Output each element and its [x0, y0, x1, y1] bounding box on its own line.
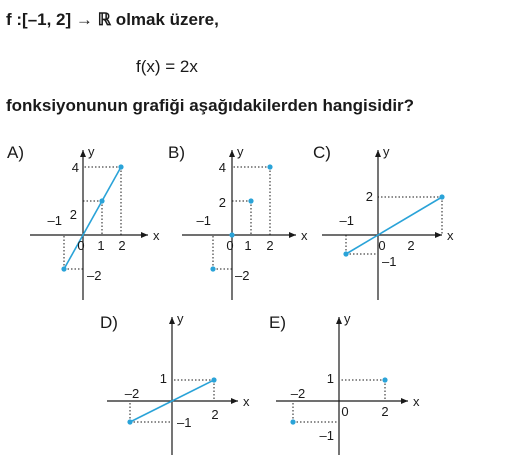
- x-tick-label: 1: [97, 238, 105, 253]
- x-tick-label: 2: [118, 238, 126, 253]
- option-a-graph[interactable]: [7, 143, 160, 300]
- x-tick-label: 2: [266, 238, 274, 253]
- y-tick-label: –1: [319, 428, 334, 443]
- option-label: C): [313, 143, 331, 162]
- y-tick-label: –1: [382, 254, 397, 269]
- y-axis-arrow-icon: [80, 150, 86, 157]
- y-axis-name: y: [177, 311, 184, 326]
- option-label: E): [269, 313, 286, 332]
- x-axis-arrow-icon: [231, 398, 238, 404]
- y-tick-label: 2: [69, 207, 77, 222]
- x-axis-name: x: [243, 394, 250, 409]
- option-e-graph[interactable]: [269, 311, 420, 455]
- graph-point: [118, 164, 123, 169]
- y-axis-name: y: [88, 144, 95, 159]
- x-tick-label: –1: [339, 213, 354, 228]
- x-tick-label: 2: [211, 407, 219, 422]
- y-axis-name: y: [237, 144, 244, 159]
- question-prompt-line: fonksiyonunun grafiği aşağıdakilerden hangisidir?: [6, 96, 415, 115]
- y-tick-label: 4: [71, 160, 79, 175]
- graph-point: [267, 164, 272, 169]
- x-tick-label: –2: [290, 386, 306, 401]
- x-tick-label: 0: [341, 404, 349, 419]
- y-axis-arrow-icon: [375, 150, 381, 157]
- x-tick-label: 2: [381, 404, 389, 419]
- graph-point: [210, 266, 215, 271]
- x-tick-label: 0: [378, 238, 386, 253]
- y-tick-label: –2: [235, 268, 250, 283]
- graph-point: [99, 198, 104, 203]
- y-axis-name: y: [383, 144, 390, 159]
- y-tick-label: 2: [218, 195, 226, 210]
- option-label: D): [100, 313, 118, 332]
- y-tick-label: 1: [326, 371, 334, 386]
- graph-point: [382, 377, 387, 382]
- x-axis-name: x: [413, 394, 420, 409]
- y-tick-label: –2: [87, 268, 102, 283]
- graph-point: [61, 266, 66, 271]
- y-tick-label: 4: [218, 160, 226, 175]
- x-tick-label: 1: [244, 238, 252, 253]
- option-label: A): [7, 143, 24, 162]
- graph-point: [248, 198, 253, 203]
- x-axis-arrow-icon: [435, 232, 442, 238]
- x-axis-arrow-icon: [401, 398, 408, 404]
- x-tick-label: 0: [77, 238, 85, 253]
- graph-point: [439, 194, 444, 199]
- x-tick-label: –1: [196, 213, 211, 228]
- y-tick-label: 2: [365, 189, 373, 204]
- option-b-graph[interactable]: [168, 143, 308, 300]
- graph-point: [127, 419, 132, 424]
- question-function-line: f(x) = 2x: [136, 57, 198, 76]
- graph-point: [343, 251, 348, 256]
- x-tick-label: –2: [124, 386, 140, 401]
- graph-point: [290, 419, 295, 424]
- x-tick-label: 2: [407, 238, 415, 253]
- y-axis-arrow-icon: [229, 150, 235, 157]
- question-domain-line: f :[–1, 2] → ℝ olmak üzere,: [6, 10, 219, 29]
- y-axis-arrow-icon: [336, 317, 342, 324]
- option-d-graph[interactable]: [100, 311, 250, 455]
- x-axis-name: x: [447, 228, 454, 243]
- x-axis-arrow-icon: [141, 232, 148, 238]
- graph-point: [211, 377, 216, 382]
- option-label: B): [168, 143, 185, 162]
- y-axis-arrow-icon: [169, 317, 175, 324]
- graph-segment: [346, 197, 442, 254]
- x-axis-arrow-icon: [289, 232, 296, 238]
- x-axis-name: x: [301, 228, 308, 243]
- x-tick-label: –1: [47, 213, 62, 228]
- y-tick-label: –1: [177, 415, 192, 430]
- graph-point: [229, 232, 234, 237]
- y-tick-label: 1: [159, 371, 167, 386]
- x-tick-label: 0: [226, 238, 234, 253]
- x-axis-name: x: [153, 228, 160, 243]
- option-c-graph[interactable]: [313, 143, 454, 300]
- y-axis-name: y: [344, 311, 351, 326]
